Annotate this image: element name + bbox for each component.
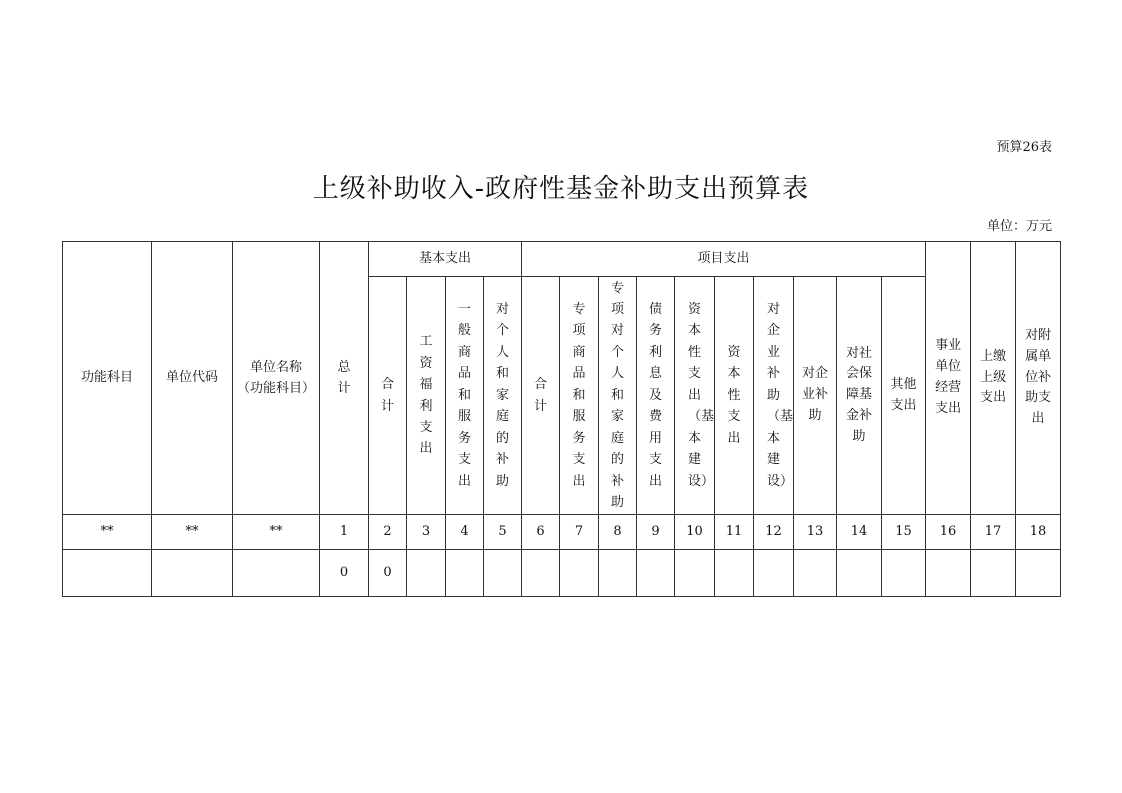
data-cell (63, 550, 152, 597)
data-cell (407, 550, 446, 597)
unit-label: 单位：万元 (986, 219, 1052, 234)
data-cell (152, 550, 233, 597)
data-cell (754, 550, 794, 597)
form-number: 预算26表 (996, 140, 1052, 155)
header-basic-col-3: 一般商品和服务支出 (446, 277, 484, 515)
data-row (63, 550, 1061, 597)
header-project-col-2: 专项商品和服务支出 (560, 277, 599, 515)
header-project-col-9: 对社会保障基金补助 (837, 277, 882, 515)
budget-table (62, 241, 1061, 597)
data-cell (233, 550, 320, 597)
header-basic-col-1: 合计 (369, 277, 407, 515)
index-cell: 11 (715, 515, 754, 550)
data-cell (484, 550, 522, 597)
header-unit-code: 单位代码 (152, 242, 233, 515)
header-tail-col-2: 上缴上级支出 (971, 242, 1016, 515)
data-cell (560, 550, 599, 597)
index-cell: 3 (407, 515, 446, 550)
header-unit-name-text: 单位名称 （功能科目） (236, 359, 315, 396)
header-project-col-10: 其他支出 (882, 277, 926, 515)
data-cell (715, 550, 754, 597)
header-project-col-8: 对企业补助 (794, 277, 837, 515)
index-cell: 10 (675, 515, 715, 550)
data-cell (794, 550, 837, 597)
data-cell (637, 550, 675, 597)
header-tail-col-1: 事业单位经营支出 (926, 242, 971, 515)
header-tail-col-3: 对附属单位补助支出 (1016, 242, 1061, 515)
index-cell: 7 (560, 515, 599, 550)
header-group-basic: 基本支出 (369, 242, 522, 277)
index-cell: 6 (522, 515, 560, 550)
header-project-col-3: 专项对个人和家庭的补助 (599, 277, 637, 515)
data-cell-total: 0 (320, 550, 369, 597)
index-cell: 8 (599, 515, 637, 550)
index-cell: ** (152, 515, 233, 550)
index-cell: 9 (637, 515, 675, 550)
page-title: 上级补助收入-政府性基金补助支出预算表 (312, 174, 810, 204)
index-cell: 14 (837, 515, 882, 550)
index-cell: 12 (754, 515, 794, 550)
index-row (63, 515, 1061, 550)
index-cell: 5 (484, 515, 522, 550)
data-cell (837, 550, 882, 597)
header-project-col-1: 合计 (522, 277, 560, 515)
data-cell (522, 550, 560, 597)
index-cell: ** (63, 515, 152, 550)
data-cell (1016, 550, 1061, 597)
index-cell: 13 (794, 515, 837, 550)
data-cell (882, 550, 926, 597)
data-cell (675, 550, 715, 597)
index-cell: 1 (320, 515, 369, 550)
header-project-col-7: 对企业补助（基本建设） (754, 277, 794, 515)
index-cell: 16 (926, 515, 971, 550)
data-cell (971, 550, 1016, 597)
index-cell: ** (233, 515, 320, 550)
header-group-project: 项目支出 (522, 242, 926, 277)
data-cell-basic-total: 0 (369, 550, 407, 597)
index-cell: 18 (1016, 515, 1061, 550)
index-cell: 2 (369, 515, 407, 550)
index-cell: 15 (882, 515, 926, 550)
header-func-subject: 功能科目 (63, 242, 152, 515)
header-basic-col-4: 对个人和家庭的补助 (484, 277, 522, 515)
index-cell: 4 (446, 515, 484, 550)
header-project-col-5: 资本性支出（基本建设） (675, 277, 715, 515)
header-project-col-6: 资本性支出 (715, 277, 754, 515)
data-cell (599, 550, 637, 597)
header-total: 总计 (320, 242, 369, 515)
header-project-col-4: 债务利息及费用支出 (637, 277, 675, 515)
data-cell (926, 550, 971, 597)
index-cell: 17 (971, 515, 1016, 550)
header-unit-name (233, 242, 320, 515)
data-cell (446, 550, 484, 597)
header-basic-col-2: 工资福利支出 (407, 277, 446, 515)
